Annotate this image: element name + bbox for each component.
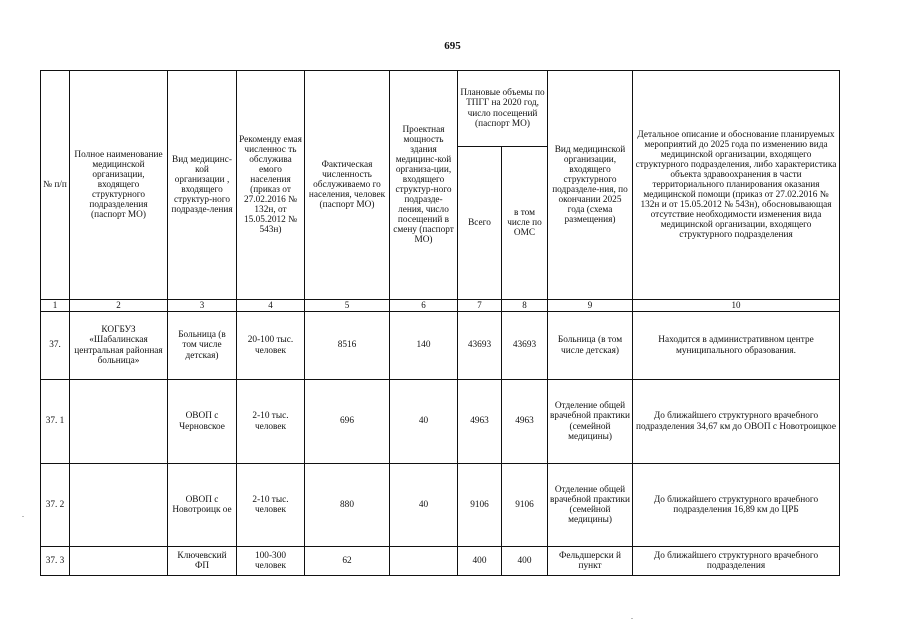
facility-table [40,70,840,576]
column-number: 6 [390,300,458,312]
visits-oms: 4963 [502,380,548,464]
design-capacity [390,547,458,576]
row-description: До ближайшего структурного врачебного подразделения 34,67 км до ОВОП с Новотроицкое [633,380,840,464]
visits-oms: 9106 [502,464,548,547]
table-row [41,312,840,380]
org-type: Больница (в том числе детская) [168,312,237,380]
column-number: 5 [305,300,390,312]
design-capacity: 40 [390,464,458,547]
row-number: 37. 2 [41,464,70,547]
row-description: До ближайшего структурного врачебного подразделения [633,547,840,576]
org-type-2025: Больница (в том числе детская) [548,312,633,380]
column-number: 4 [237,300,305,312]
org-type: ОВОП с Новотроицк ое [168,464,237,547]
org-name [70,380,168,464]
org-name [70,547,168,576]
column-number: 8 [502,300,548,312]
org-type-2025: Отделение общей врачебной практики (семейной медицины) [548,380,633,464]
recommended-population: 2-10 тыс. человек [237,380,305,464]
row-number: 37. [41,312,70,380]
column-number: 7 [458,300,502,312]
org-type: ОВОП с Черновское [168,380,237,464]
table-row [41,380,840,464]
header-capacity: Проектная мощность здания медицинс-кой организа-ции, входящего структур-ного подразде-ления, число посещений в смену (паспорт МО) [390,71,458,300]
recommended-population: 2-10 тыс. человек [237,464,305,547]
recommended-population: 100-300 человек [237,547,305,576]
column-number: 3 [168,300,237,312]
header-name: Полное наименование медицинской организации, входящего структурного подразделения (паспорт МО) [70,71,168,300]
visits-total: 4963 [458,380,502,464]
column-number-row [41,300,840,312]
header-type-2025: Вид медицинской организации, входящего структурного подразделе-ния, по окончании 2025 года (схема размещения) [548,71,633,300]
actual-population: 696 [305,380,390,464]
design-capacity: 140 [390,312,458,380]
org-name [70,464,168,547]
actual-population: 62 [305,547,390,576]
header-oms: в том числе по ОМС [502,147,548,300]
scan-speck [22,516,24,517]
header-total: Всего [458,147,502,300]
table-row [41,547,840,576]
row-description: Находится в административном центре муниципального образования. [633,312,840,380]
column-number: 1 [41,300,70,312]
row-number: 37. 3 [41,547,70,576]
recommended-population: 20-100 тыс. человек [237,312,305,380]
org-type-2025: Отделение общей врачебной практики (семейной медицины) [548,464,633,547]
actual-population: 8516 [305,312,390,380]
scan-speck [631,618,633,619]
visits-oms: 43693 [502,312,548,380]
header-num: № п/п [41,71,70,300]
row-description: До ближайшего структурного врачебного подразделения 16,89 км до ЦРБ [633,464,840,547]
table-row [41,464,840,547]
org-type: Ключевский ФП [168,547,237,576]
row-number: 37. 1 [41,380,70,464]
header-recommended: Рекоменду емая численнос ть обслужива емого населения (приказ от 27.02.2016 № 132н, от 15.05.2012 № 543н) [237,71,305,300]
header-actual: Фактическая численность обслуживаемо го населения, человек (паспорт МО) [305,71,390,300]
header-planned-volumes: Плановые объемы по ТПГГ на 2020 год, число посещений (паспорт МО) [458,71,548,147]
column-number: 9 [548,300,633,312]
header-row [41,71,840,147]
visits-total: 43693 [458,312,502,380]
header-type: Вид медицинс-кой организации , входящего структур-ного подразде-ления [168,71,237,300]
visits-oms: 400 [502,547,548,576]
org-name: КОГБУЗ «Шабалинская центральная районная больница» [70,312,168,380]
column-number: 10 [633,300,840,312]
page-number: 695 [444,40,461,52]
design-capacity: 40 [390,380,458,464]
header-description: Детальное описание и обоснование планируемых мероприятий до 2025 года по изменению вида медицинской организации, входящего структурного подразделения, либо характеристика объекта здравоохранения в части территориального планирования оказания медицинской помощи (приказ от 27.02.2016 № 132н и от 15.05.2012 № 543н), обосновывающая отсутствие необходимости изменения вида медицинской организации, входящего структурного подразделения [633,71,840,300]
org-type-2025: Фельдшерски й пункт [548,547,633,576]
visits-total: 9106 [458,464,502,547]
visits-total: 400 [458,547,502,576]
actual-population: 880 [305,464,390,547]
column-number: 2 [70,300,168,312]
